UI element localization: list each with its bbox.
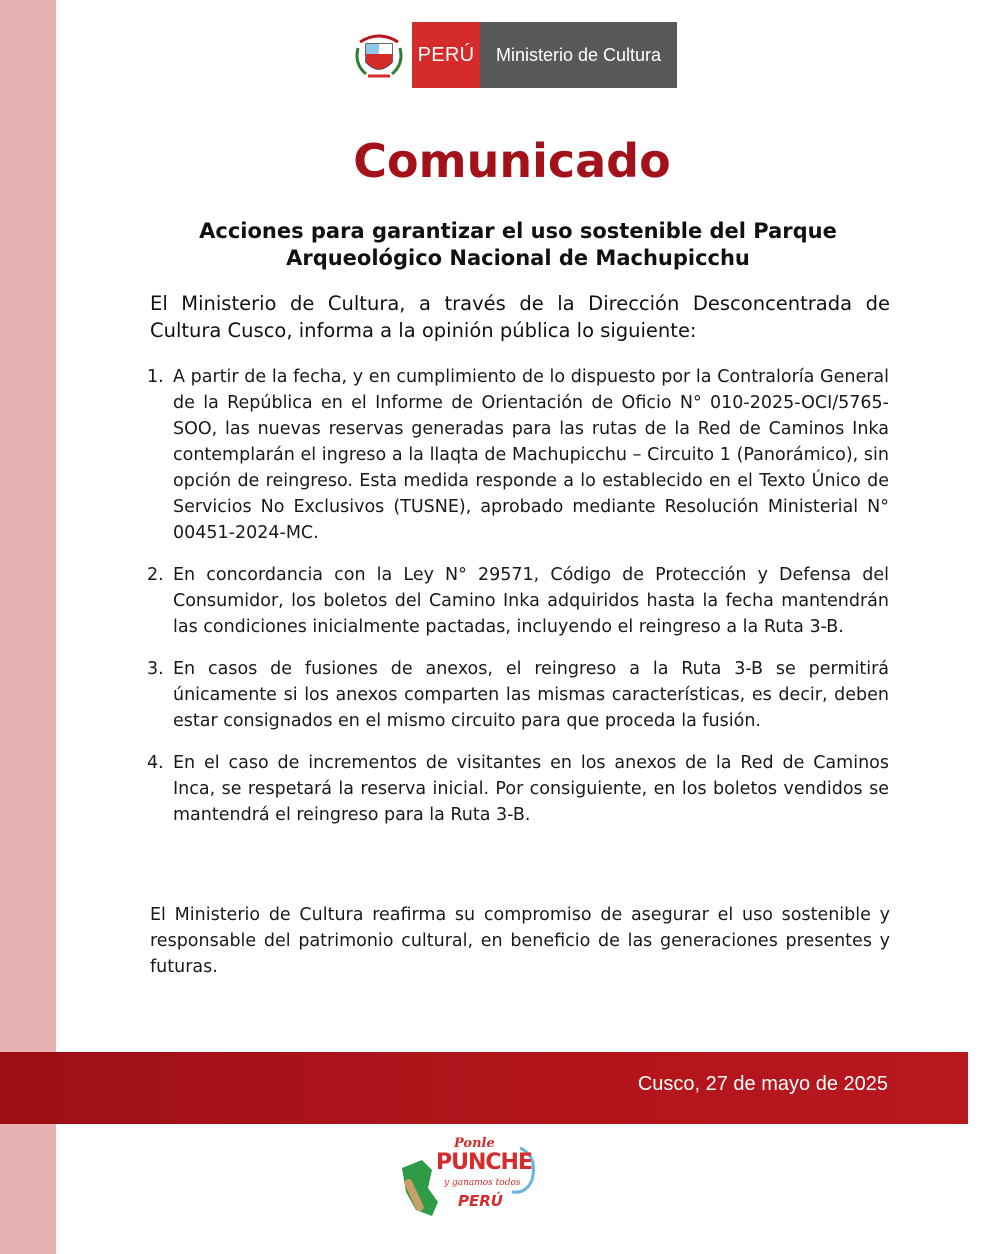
list-item-number: 1.	[147, 367, 164, 387]
list-item-number: 4.	[147, 753, 164, 773]
coat-of-arms-icon	[352, 28, 406, 84]
ministry-label-box	[480, 22, 677, 88]
peru-label-box	[412, 22, 480, 88]
list-item	[147, 750, 889, 828]
intro-paragraph: El Ministerio de Cultura, a través de la Dirección Desconcentrada de Cultura Cusco, informa a la opinión pública lo siguiente:	[150, 292, 890, 342]
list-item	[147, 656, 889, 734]
subtitle: Acciones para garantizar el uso sostenible del Parque Arqueológico Nacional de Machupicchu	[199, 219, 837, 270]
page-title: Comunicado	[353, 134, 671, 188]
list-item-text: En el caso de incrementos de visitantes en los anexos de la Red de Caminos Inca, se respetará la reserva inicial. Por consiguiente, en los boletos vendidos se mantendrá el reingreso para la Ruta 3-B.	[173, 753, 889, 825]
campaign-logo	[388, 1136, 548, 1226]
list-item-text: En casos de fusiones de anexos, el reingreso a la Ruta 3-B se permitirá únicamente si los anexos comparten las mismas características, es decir, deben estar consignados en el mismo circuito para que proceda la fusión.	[173, 659, 889, 731]
list-item	[147, 364, 889, 546]
left-footer-corner	[0, 1052, 56, 1124]
peru-label: PERÚ	[417, 43, 475, 66]
campaign-ganamos: y ganamos todos	[444, 1178, 521, 1188]
list-item-text: A partir de la fecha, y en cumplimiento de lo dispuesto por la Contraloría General de la República en el Informe de Orientación de Oficio N° 010-2025-OCI/5765-SOO, las nuevas reservas generadas para las rutas de la Red de Caminos Inka contemplarán el ingreso a la llaqta de Machupicchu – Circuito 1 (Panorámico), sin opción de reingreso. Esta medida responde a lo establecido en el Texto Único de Servicios No Exclusivos (TUSNE), aprobado mediante Resolución Ministerial N° 00451-2024-MC.	[173, 367, 889, 543]
campaign-punche: PUNCHE	[436, 1150, 532, 1175]
list-item-number: 2.	[147, 565, 164, 585]
campaign-peru: PERÚ	[458, 1192, 503, 1210]
list-item-number: 3.	[147, 659, 164, 679]
footer-date: Cusco, 27 de mayo de 2025	[637, 1073, 888, 1095]
ministry-logo	[352, 22, 677, 88]
announcement-list	[147, 364, 889, 828]
list-item	[147, 562, 889, 640]
list-item-text: En concordancia con la Ley N° 29571, Código de Protección y Defensa del Consumidor, los boletos del Camino Inka adquiridos hasta la fecha mantendrán las condiciones inicialmente pactadas, incluyendo el reingreso a la Ruta 3-B.	[173, 565, 889, 637]
campaign-ponle: Ponle	[454, 1136, 495, 1151]
ministry-label: Ministerio de Cultura	[495, 44, 662, 65]
closing-paragraph: El Ministerio de Cultura reafirma su compromiso de asegurar el uso sostenible y responsable del patrimonio cultural, en beneficio de las generaciones presentes y futuras.	[150, 905, 890, 977]
